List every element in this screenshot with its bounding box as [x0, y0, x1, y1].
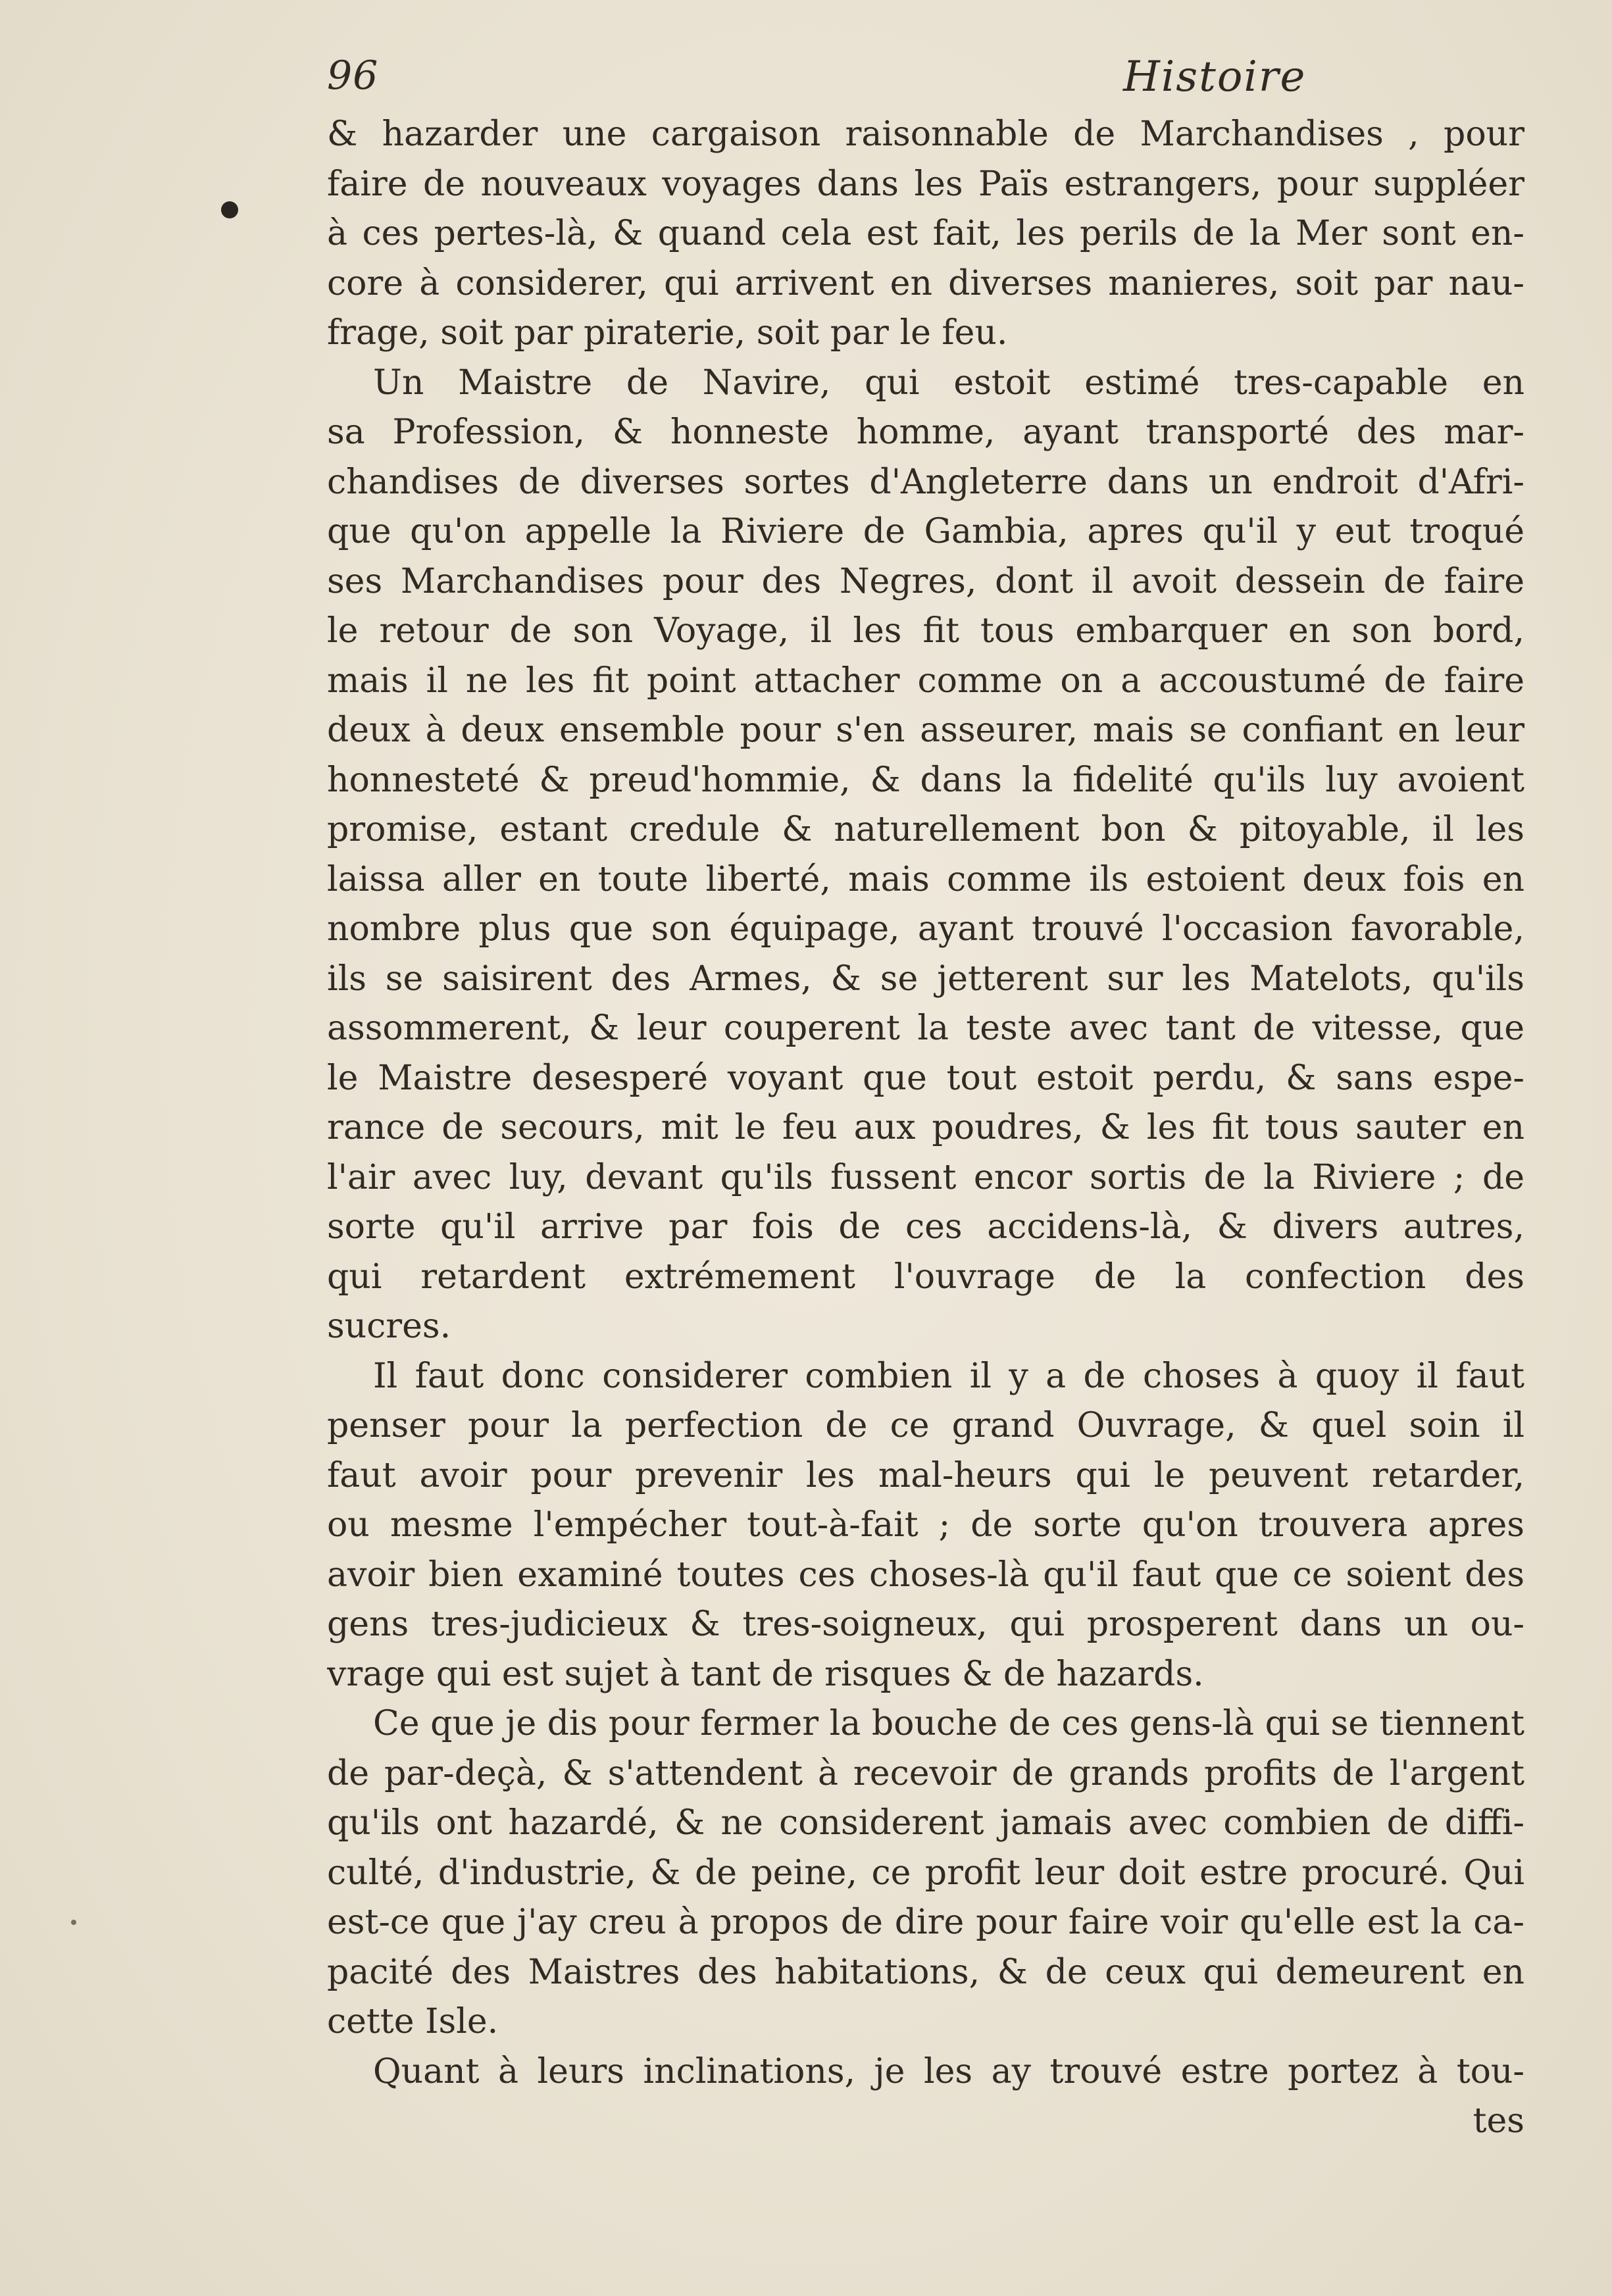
text-line: de par-deçà, & s'attendent à recevoir de grands profits de l'argent — [327, 1753, 1524, 1793]
text-line: que qu'on appelle la Riviere de Gambia, apres qu'il y eut troqué — [327, 512, 1524, 551]
page-number: 96 — [327, 53, 379, 99]
text-line: sa Profession, & honneste homme, ayant transporté des mar- — [327, 412, 1524, 452]
text-line: l'air avec luy, devant qu'ils fussent encor sortis de la Riviere ; de — [327, 1157, 1524, 1197]
text-line: & hazarder une cargaison raisonnable de Marchandises , pour — [327, 114, 1524, 154]
text-line: le Maistre desesperé voyant que tout estoit perdu, & sans espe- — [327, 1058, 1524, 1098]
text-line: est-ce que j'ay creu à propos de dire pour faire voir qu'elle est la ca- — [327, 1903, 1524, 1942]
catchword: tes — [1473, 2101, 1524, 2141]
text-line: laissa aller en toute liberté, mais comme ils estoient deux fois en — [327, 859, 1524, 899]
text-line: core à considerer, qui arrivent en diverses manieres, soit par nau- — [327, 263, 1524, 303]
text-line: Un Maistre de Navire, qui estoit estimé tres-capable en — [373, 362, 1524, 403]
body-text — [327, 110, 1524, 2147]
page-header — [327, 53, 1511, 112]
text-line: cette Isle. — [327, 2002, 499, 2041]
text-line: qui retardent extrémement l'ouvrage de la confection des — [327, 1257, 1524, 1297]
text-line: culté, d'industrie, & de peine, ce profit leur doit estre procuré. Qui — [327, 1853, 1524, 1893]
text-line: assommerent, & leur couperent la teste avec tant de vitesse, que — [327, 1009, 1524, 1048]
text-line: ses Marchandises pour des Negres, dont il avoit dessein de faire — [327, 561, 1524, 601]
text-line: qu'ils ont hazardé, & ne considerent jamais avec combien de diffi- — [327, 1803, 1524, 1843]
text-line: frage, soit par piraterie, soit par le feu. — [327, 313, 1008, 353]
running-title: Histoire — [1123, 53, 1307, 101]
ink-speck — [221, 201, 238, 218]
text-line: faut avoir pour prevenir les mal-heurs qui le peuvent retarder, — [327, 1455, 1524, 1495]
text-line: promise, estant credule & naturellement bon & pitoyable, il les — [327, 810, 1524, 849]
text-line: mais il ne les fit point attacher comme on a accoustumé de faire — [327, 661, 1524, 701]
text-line: pacité des Maistres des habitations, & de ceux qui demeurent en — [327, 1952, 1524, 1992]
text-line: faire de nouveaux voyages dans les Païs estrangers, pour suppléer — [327, 164, 1524, 204]
ink-speck — [71, 1920, 76, 1925]
text-line: le retour de son Voyage, il les fit tous embarquer en son bord, — [327, 611, 1524, 651]
text-line: avoir bien examiné toutes ces choses-là qu'il faut que ce soient des — [327, 1555, 1524, 1595]
text-line: sucres. — [327, 1307, 451, 1346]
text-line: sorte qu'il arrive par fois de ces accidens-là, & divers autres, — [327, 1207, 1524, 1247]
text-line: rance de secours, mit le feu aux poudres, & les fit tous sauter en — [327, 1108, 1524, 1147]
text-line: Il faut donc considerer combien il y a de choses à quoy il faut — [373, 1356, 1524, 1396]
text-line: ou mesme l'empécher tout-à-fait ; de sorte qu'on trouvera apres — [327, 1505, 1524, 1545]
text-line: Ce que je dis pour fermer la bouche de ces gens-là qui se tiennent — [373, 1704, 1524, 1743]
text-line: Quant à leurs inclinations, je les ay trouvé estre portez à tou- — [373, 2051, 1524, 2091]
text-line: ils se saisirent des Armes, & se jetterent sur les Matelots, qu'ils — [327, 959, 1524, 999]
text-line: vrage qui est sujet à tant de risques & de hazards. — [327, 1654, 1204, 1694]
text-line: honnesteté & preud'hommie, & dans la fidelité qu'ils luy avoient — [327, 760, 1524, 800]
text-line: à ces pertes-là, & quand cela est fait, les perils de la Mer sont en- — [327, 214, 1524, 253]
text-line: chandises de diverses sortes d'Angleterre dans un endroit d'Afri- — [327, 462, 1524, 502]
text-line: gens tres-judicieux & tres-soigneux, qui prosperent dans un ou- — [327, 1605, 1524, 1644]
text-line: nombre plus que son équipage, ayant trouvé l'occasion favorable, — [327, 909, 1524, 949]
text-line: penser pour la perfection de ce grand Ouvrage, & quel soin il — [327, 1406, 1524, 1445]
text-line: deux à deux ensemble pour s'en asseurer, mais se confiant en leur — [327, 711, 1524, 750]
